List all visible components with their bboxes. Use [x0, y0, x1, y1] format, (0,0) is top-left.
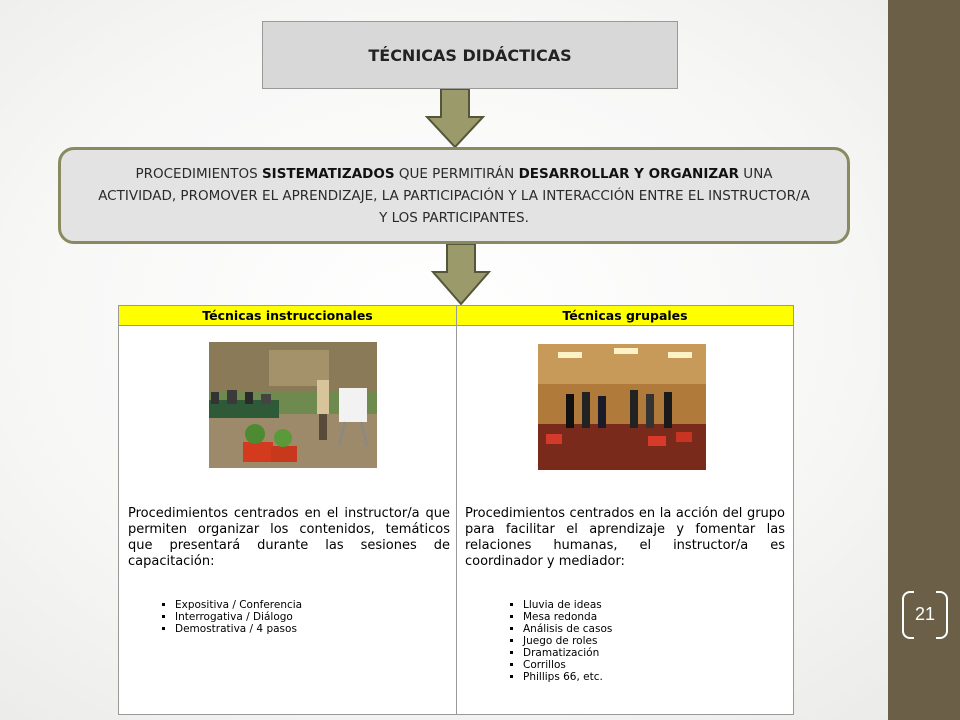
group-description: Procedimientos centrados en la acción del grupo para facilitar el aprendizaje y fomentar las relaciones humanas, el instructor/a es coordinador y mediador:: [465, 506, 785, 569]
left-bracket-icon: [902, 591, 914, 639]
page-number-text: 21: [914, 603, 936, 624]
list-item: ▪ Expositiva / Conferencia: [175, 599, 455, 611]
instructional-header: Técnicas instruccionales: [119, 306, 456, 326]
slide-title-box: [262, 21, 678, 89]
instructional-description: Procedimientos centrados en el instructor/a que permiten organizar los contenidos, temáticos que presentará durante las sesiones de capacitación:: [128, 506, 450, 569]
right-bracket-icon: [936, 591, 948, 639]
list-item: ▪ Lluvia de ideas: [523, 599, 783, 611]
group-list: [505, 599, 783, 683]
down-arrow-icon: [424, 89, 486, 149]
list-item: ▪ Interrogativa / Diálogo: [175, 611, 455, 623]
list-item: ▪ Juego de roles: [523, 635, 783, 647]
list-item: ▪ Demostrativa / 4 pasos: [175, 623, 455, 635]
list-item: ▪ Corrillos: [523, 659, 783, 671]
page-number: [902, 591, 948, 637]
group-activity-photo: [538, 344, 706, 470]
instructional-list: [157, 599, 455, 635]
definition-text: PROCEDIMIENTOS SISTEMATIZADOS QUE PERMITIRÁN DESARROLLAR Y ORGANIZAR UNA ACTIVIDAD, PROMOVER EL APRENDIZAJE, LA PARTICIPACIÓN Y LA INTERACCIÓN ENTRE EL INSTRUCTOR/A Y LOS PARTICIPANTES.: [98, 165, 810, 226]
classroom-photo: [209, 342, 377, 468]
list-item: ▪ Phillips 66, etc.: [523, 671, 783, 683]
down-arrow-icon: [430, 244, 492, 306]
techniques-table: [118, 305, 794, 715]
definition-box: [58, 147, 850, 244]
list-item: ▪ Dramatización: [523, 647, 783, 659]
slide-title: TÉCNICAS DIDÁCTICAS: [368, 45, 572, 65]
group-header: Técnicas grupales: [457, 306, 793, 326]
group-column: [457, 306, 793, 714]
list-item: ▪ Mesa redonda: [523, 611, 783, 623]
instructional-column: [119, 306, 457, 714]
list-item: ▪ Análisis de casos: [523, 623, 783, 635]
